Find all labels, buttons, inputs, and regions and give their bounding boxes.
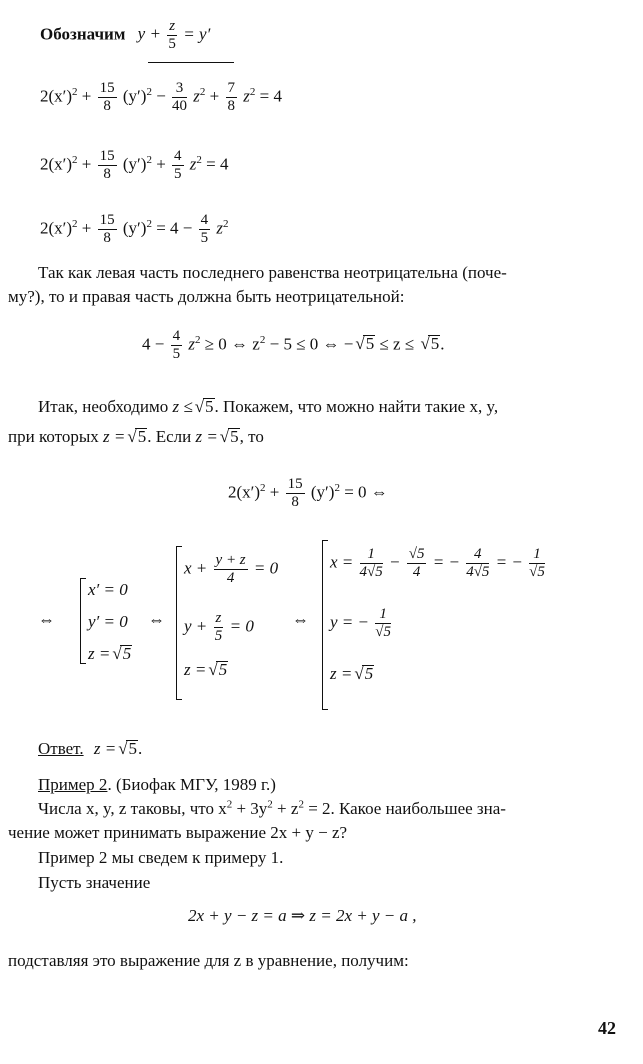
equation-4: $2(x')^2$ + $\frac{15}{8}$ $(y')^2 = 0$ ⇔ — [228, 476, 388, 510]
paragraph-3-line-1: Числа x, y, z таковы, что $x^2 + 3y^2 + z^2 = 2$. Какое наибольшее зна- — [38, 798, 506, 818]
heading-underline — [148, 62, 234, 63]
paragraph-3-line-3: Пример 2 мы сведем к примеру 1. — [38, 848, 284, 867]
system-3-row-3: z =√ 5 — [330, 664, 374, 684]
answer-label: Ответ. — [38, 739, 84, 758]
paragraph-4: подставляя это выражение для z в уравнение, получим: — [8, 951, 409, 970]
equation-2: $2(x')^2$ + $\frac{15}{8}$ $(y')^2$ + $\frac{4}{5}$ $z^2 = 4$ — [40, 148, 229, 182]
paragraph-2-line-1: Итак, необходимо z ≤√ 5. Покажем, что можно найти такие x, y, — [38, 396, 498, 418]
system-arrow-2: ⇔ — [148, 610, 165, 629]
system-2-row-3: z =√ 5 — [184, 660, 228, 680]
system-3-row-2: y = − $\frac{1}{√5}$ — [330, 606, 391, 640]
system-arrow-1: ⇔ — [38, 610, 55, 629]
system-1-row-2: y′ = 0 — [88, 612, 128, 631]
system-2-row-1: x + $\frac{y + z}{4}$ = 0 — [184, 552, 279, 586]
system-3-brace — [322, 540, 323, 710]
paragraph-1-line-2: му?), то и правая часть должна быть неотрицательной: — [8, 287, 405, 306]
system-1-row-3: z =√ 5 — [88, 644, 132, 664]
heading-label: Обозначим — [40, 24, 126, 44]
equation-5: 2x + y − z = a ⇒ z = 2x + y − a , — [188, 906, 417, 925]
answer: Ответ. z =√ 5. — [38, 738, 142, 760]
inequality: 4 − $\frac{4}{5}$ $z^2 \ge 0$ ⇔ $z^2 - 5 \le 0$ ⇔ −√ 5 ≤ z ≤ √ 5. — [142, 328, 445, 363]
system-2-brace — [176, 546, 177, 700]
equation-1: $2(x')^2$ + $\frac{15}{8}$ $(y')^2$ − $\frac{3}{40}$ $z^2$ + $\frac{7}{8}$ $z^2 = 4$ — [40, 80, 282, 114]
paragraph-1-line-1: Так как левая часть последнего равенства неотрицательна (поче- — [38, 263, 507, 282]
page-number: 42 — [598, 1018, 616, 1038]
system-arrow-3: ⇔ — [292, 610, 309, 629]
system-3-row-1: x = $\frac{1}{4√5}$ − $\frac{√5}{4}$ = − $\frac{4}{4√5}$ = − $\frac{1}{√5}$ — [330, 546, 545, 580]
system-1-brace — [80, 578, 81, 664]
paragraph-3-line-2: чение может принимать выражение 2x + y − z? — [8, 823, 348, 842]
system-2-row-2: y + $\frac{z}{5}$ = 0 — [184, 610, 254, 644]
paragraph-3-line-4: Пусть значение — [38, 873, 151, 892]
heading: Обозначим y + $\frac{z}{5}$ = y′ — [40, 18, 211, 52]
equation-3: $2(x')^2$ + $\frac{15}{8}$ $(y')^2 = 4$ − $\frac{4}{5}$ $z^2$ — [40, 212, 229, 246]
example-heading: Пример 2. (Биофак МГУ, 1989 г.) — [38, 775, 276, 794]
paragraph-2-line-2: при которых z =√ 5. Если z =√ 5, то — [8, 426, 264, 448]
system-1-row-1: x′ = 0 — [88, 580, 128, 599]
